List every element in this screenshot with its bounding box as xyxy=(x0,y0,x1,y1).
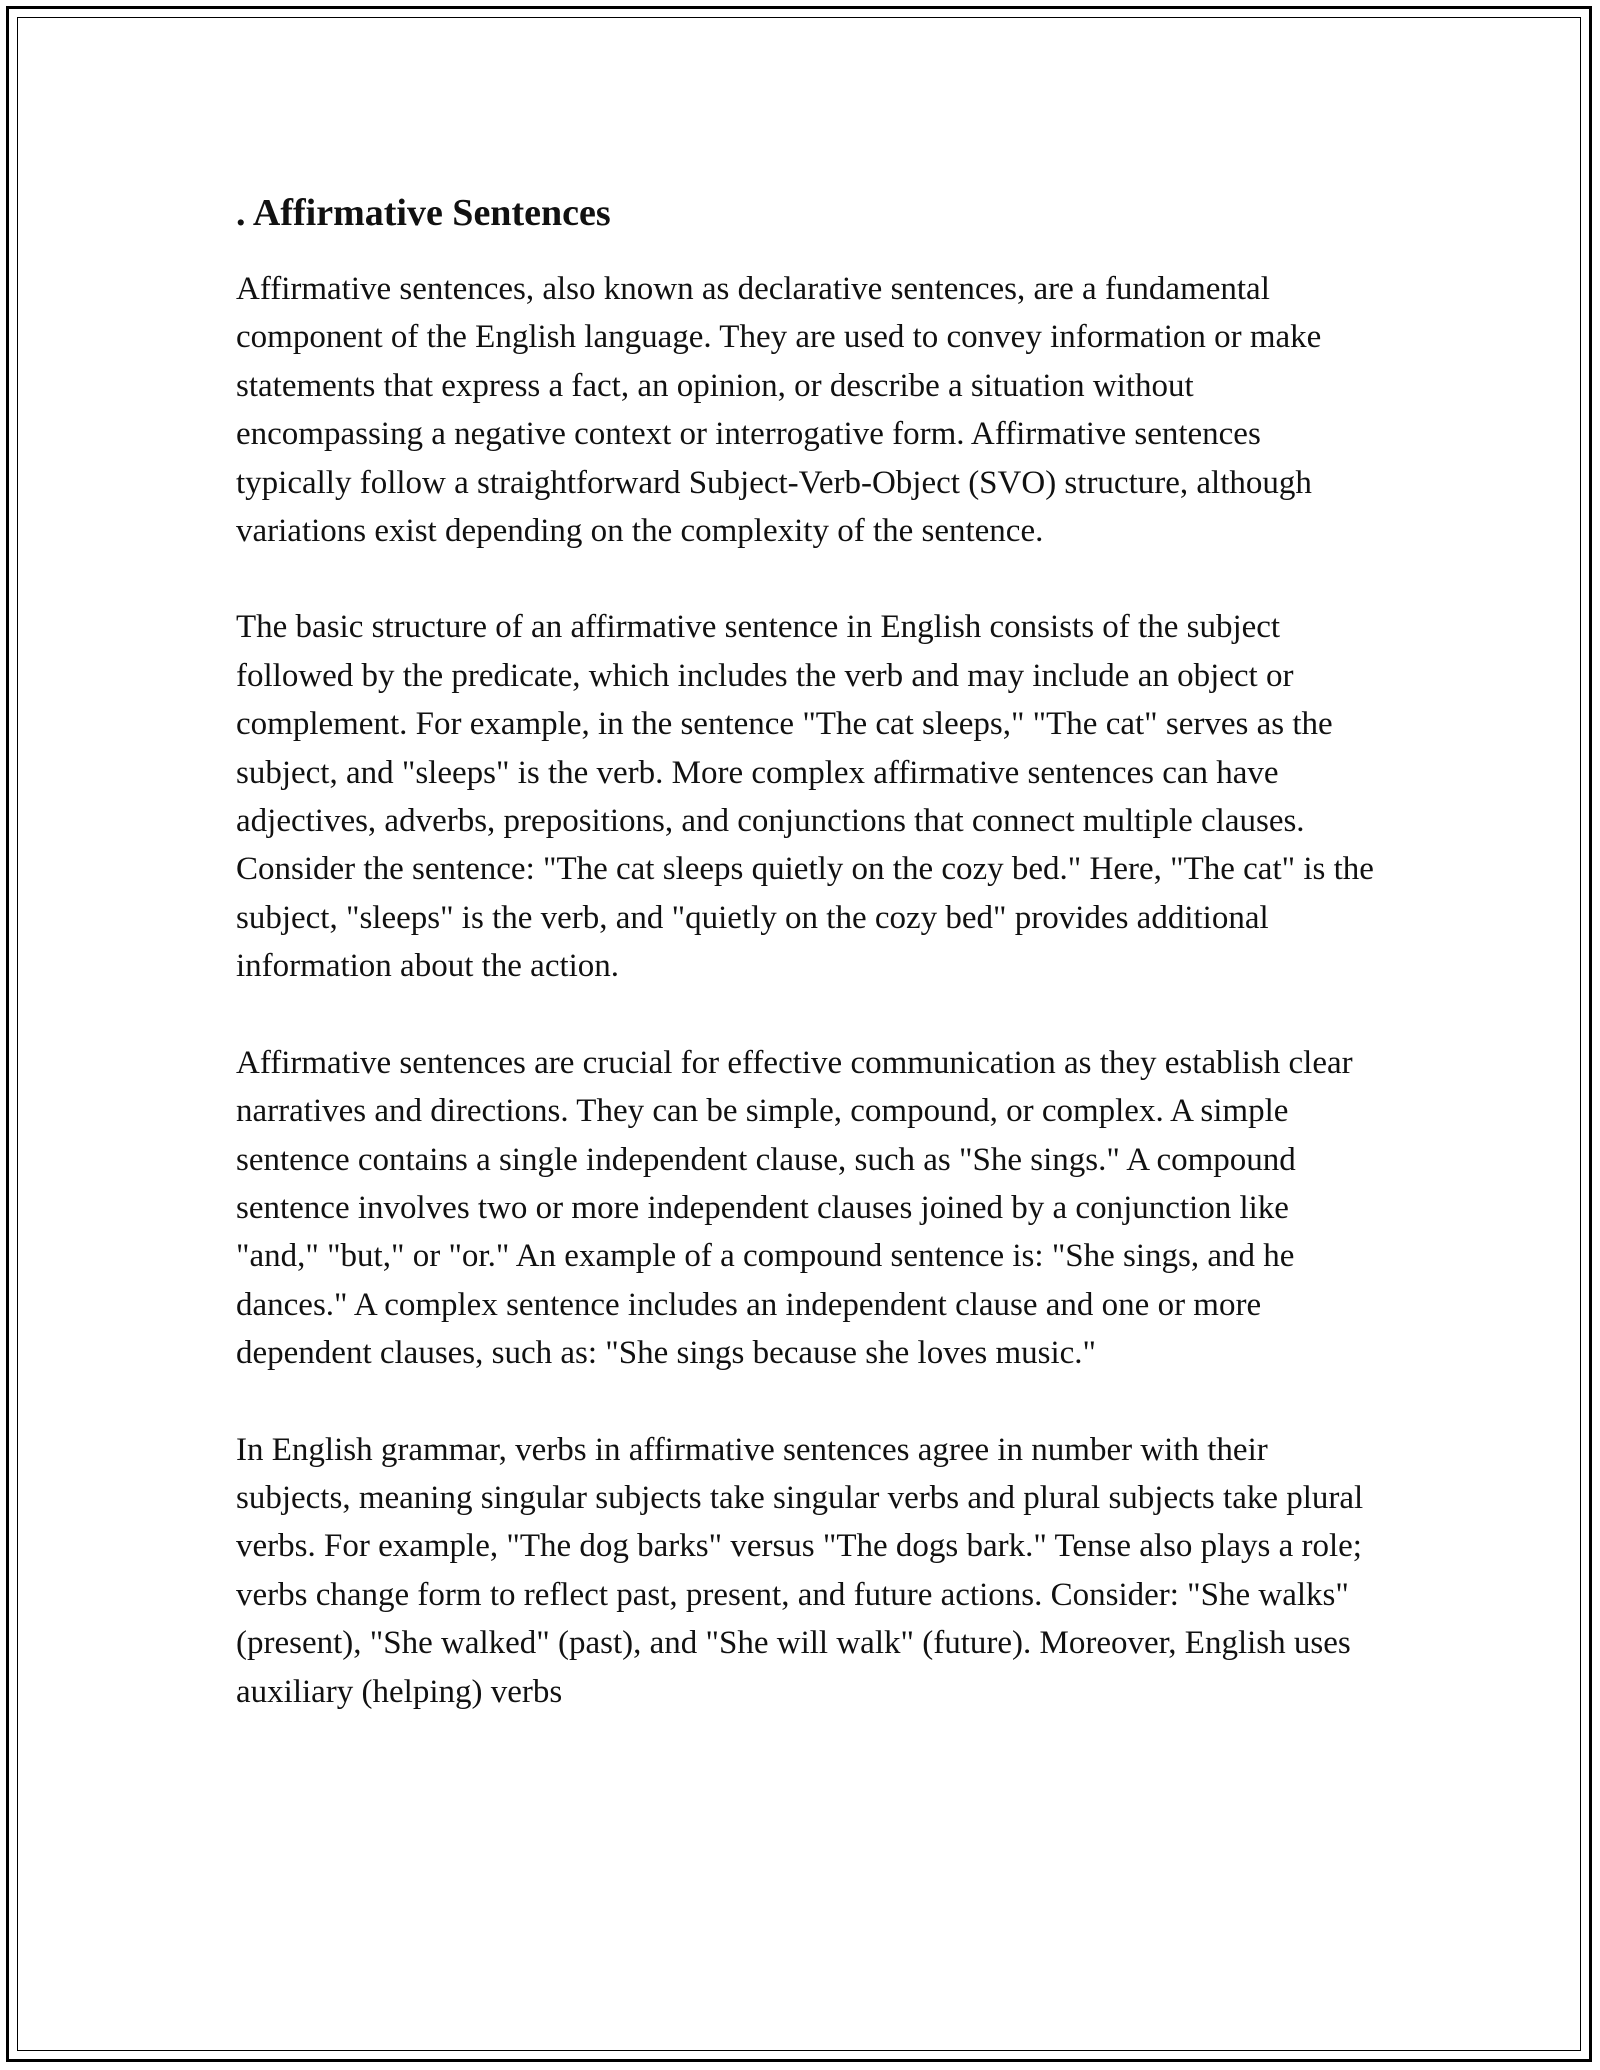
paragraph-types: Affirmative sentences are crucial for effective communication as they establish clear narratives and directions. They can be simple, compound, or complex. A simple sentence contains a single independent clause, such as "She sings." A compound sentence involves two or more independent clauses joined by a conjunction like "and," "but," or "or." An example of a compound sentence is: "She sings, and he dances." A complex sentence includes an independent clause and one or more dependent clauses, such as: "She sings because she loves music." xyxy=(236,1044,1353,1372)
paragraph-intro: Affirmative sentences, also known as declarative sentences, are a fundamental component of the English language. They are used to convey information or make statements that express a fact, an opinion, or describe a situation without encompassing a negative context or interrogative form. Affirmative sentences typically follow a straightforward Subject-Verb-Object (SVO) structure, although variations exist depending on the complexity of the sentence. xyxy=(236,271,1322,550)
section-heading: . Affirmative Sentences xyxy=(236,192,611,234)
paragraph-agreement: In English grammar, verbs in affirmative sentences agree in number with their subjects, meaning singular subjects take singular verbs and plural subjects take plural verbs. For example, "The dog barks" versus "The dogs bark." Tense also plays a role; verbs change form to reflect past, present, and future actions. Consider: "She walks" (present), "She walked" (past), and "She will walk" (future). Moreover, English uses auxiliary (helping) verbs xyxy=(236,1431,1364,1710)
document-body xyxy=(236,185,1376,1716)
paragraph-structure: The basic structure of an affirmative sentence in English consists of the subject followed by the predicate, which includes the verb and may include an object or complement. For example, in the sentence "The cat sleeps," "The cat" serves as the subject, and "sleeps" is the verb. More complex affirmative sentences can have adjectives, adverbs, prepositions, and conjunctions that connect multiple clauses. Consider the sentence: "The cat sleeps quietly on the cozy bed." Here, "The cat" is the subject, "sleeps" is the verb, and "quietly on the cozy bed" provides additional information about the action. xyxy=(236,609,1374,985)
